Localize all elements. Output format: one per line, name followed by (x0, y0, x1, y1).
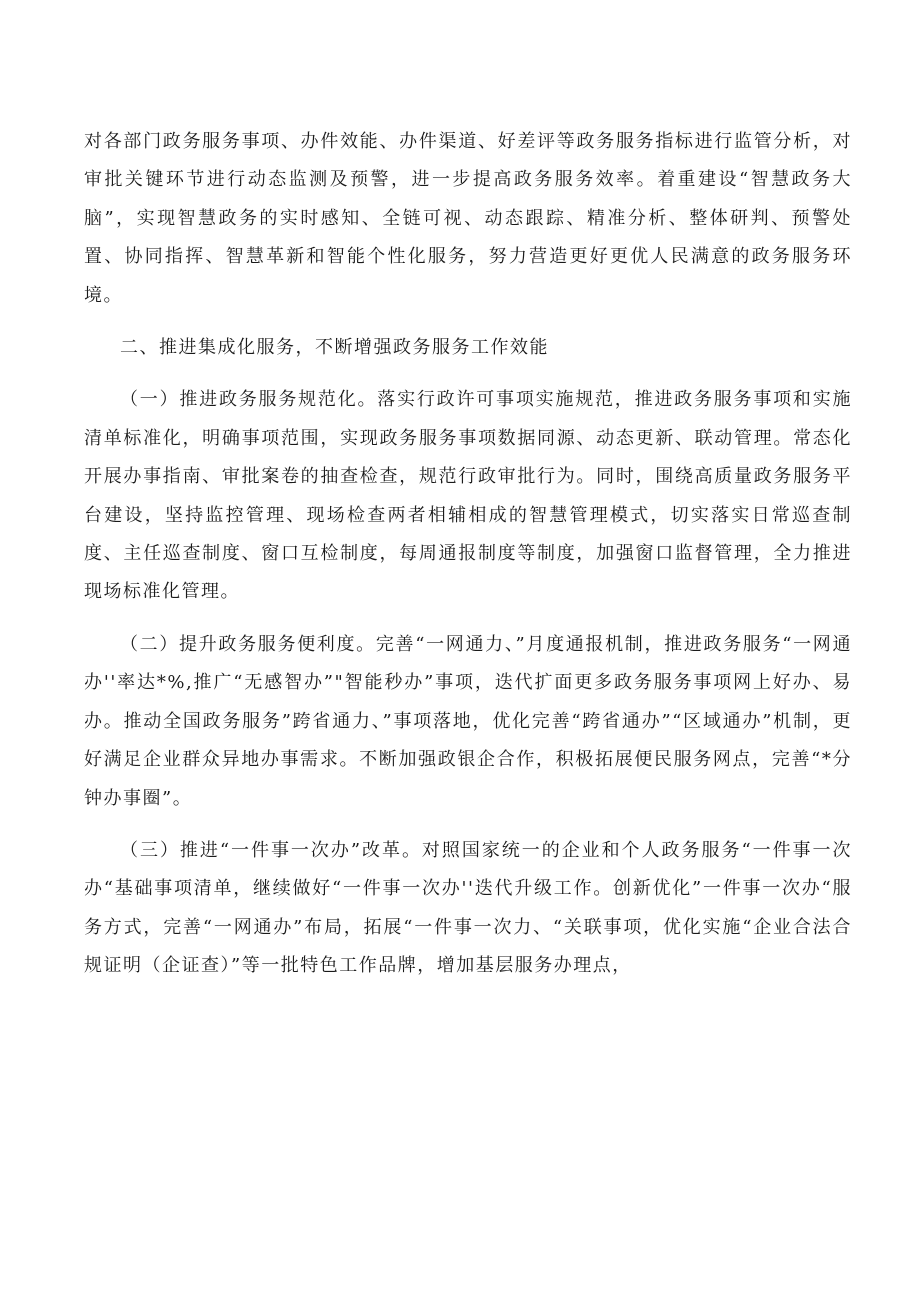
paragraph-convenience: （二）提升政务服务便利度。完善“一网通力、”月度通报机制，推进政务服务“一网通办''率达*%,推广“无感智办”"智能秒办”事项，迭代扩面更多政务服务事项网上好办、易办。推动全国政务服务”跨省通力、”事项落地，优化完善“跨省通办”“区域通办”机制，更好满足企业群众异地办事需求。不断加强政银企合作，积极拓展便民服务网点，完善“*分钟办事圈”。 (84, 633, 852, 809)
paragraph-one-thing-reform: （三）推进“一件事一次办”改革。对照国家统一的企业和个人政务服务“一件事一次办“基础事项清单，继续做好“一件事一次办''迭代升级工作。创新优化”一件事一次办“服务方式，完善“一网通办”布局，拓展“一件事一次力、“关联事项，优化实施“企业合法合规证明（企证查）”等一批特色工作品牌，增加基层服务办理点， (84, 839, 852, 977)
paragraph-standardization: （一）推进政务服务规范化。落实行政许可事项实施规范，推进政务服务事项和实施清单标准化，明确事项范围，实现政务服务事项数据同源、动态更新、联动管理。常态化开展办事指南、审批案卷的抽查检查，规范行政审批行为。同时，围绕高质量政务服务平台建设，坚持监控管理、现场检查两者相辅相成的智慧管理模式，切实落实日常巡查制度、主任巡查制度、窗口互检制度，每周通报制度等制度，加强窗口监督管理，全力推进现场标准化管理。 (84, 389, 852, 603)
paragraph-intro: 对各部门政务服务事项、办件效能、办件渠道、好差评等政务服务指标进行监管分析，对审批关键环节进行动态监测及预警，进一步提高政务服务效率。着重建设“智慧政务大脑”，实现智慧政务的实时感知、全链可视、动态跟踪、精准分析、整体研判、预警处置、协同指挥、智慧革新和智能个性化服务，努力营造更好更优人民满意的政务服务环境。 (84, 131, 852, 306)
section-heading-2: 二、推进集成化服务，不断增强政务服务工作效能 (120, 337, 549, 359)
document-page (84, 123, 852, 986)
